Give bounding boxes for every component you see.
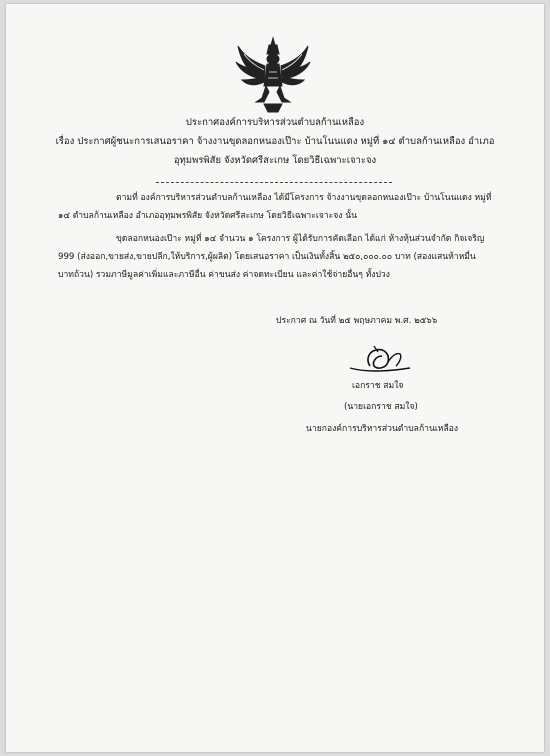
para2-line2: 999 (ส่งออก,ขายส่ง,ขายปลีก,ให้บริการ,ผู้ผลิต) โดยเสนอราคา เป็นเงินทั้งสิ้น ๒๕๐,๐๐๐.๐๐ บาท (สองแสนห้าหมื่น xyxy=(58,252,476,262)
document-title: ประกาศองค์การบริหารส่วนตำบลก้านเหลือง xyxy=(185,117,365,128)
document-page xyxy=(6,4,544,752)
para1-line2: ๑๔ ตำบลก้านเหลือง อำเภออุทุมพรพิสัย จังหวัดศรีสะเกษ โดยวิธีเฉพาะเจาะจง นั้น xyxy=(58,211,357,221)
para1-line1: ตามที่ องค์การบริหารส่วนตำบลก้านเหลือง ได้มีโครงการ จ้างงานขุดลอกหนองเป๊าะ บ้านโนนแดง หมู่ที่ xyxy=(116,193,492,203)
subject-line-2: อุทุมพรพิสัย จังหวัดศรีสะเกษ โดยวิธีเฉพาะเจาะจง xyxy=(173,155,377,166)
handwritten-signature-icon xyxy=(344,342,424,376)
subject-line-1: เรื่อง ประกาศผู้ชนะการเสนอราคา จ้างงานขุดลอกหนองเป๊าะ บ้านโนนแดง หมู่ที่ ๑๔ ตำบลก้านเหลือง อำเภอ xyxy=(55,136,495,147)
para2-line1: ขุดลอกหนองเป๊าะ หมู่ที่ ๑๔ จำนวน ๑ โครงการ ผู้ได้รับการคัดเลือก ได้แก่ ห้างหุ้นส่วนจำกัด กิจเจริญ xyxy=(116,234,485,244)
header-divider xyxy=(156,182,392,183)
signer-full-name: (นายเอกราช สมใจ) xyxy=(344,402,418,412)
announcement-date: ประกาศ ณ วันที่ ๒๕ พฤษภาคม พ.ศ. ๒๕๖๖ xyxy=(276,316,438,326)
garuda-emblem-icon xyxy=(234,36,312,116)
para2-line3: บาทถ้วน) รวมภาษีมูลค่าเพิ่มและภาษีอื่น ค่าขนส่ง ค่าจดทะเบียน และค่าใช้จ่ายอื่นๆ ทั้งปวง xyxy=(58,270,390,280)
signer-name: เอกราช สมใจ xyxy=(352,381,404,391)
signer-position: นายกองค์การบริหารส่วนตำบลก้านเหลือง xyxy=(306,424,459,434)
